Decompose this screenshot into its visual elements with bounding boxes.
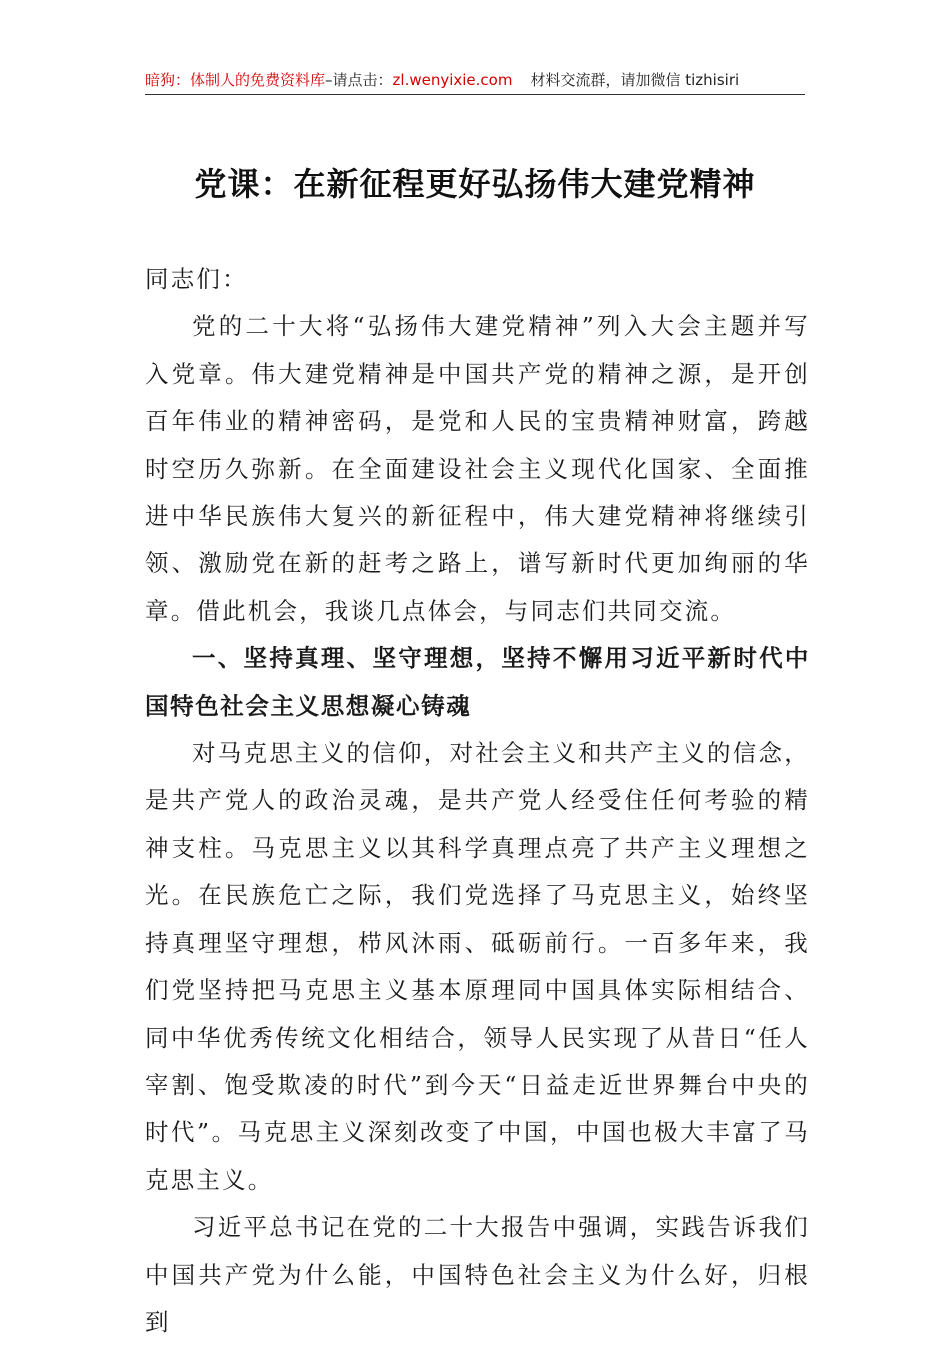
header-link[interactable]: zl.wenyixie.com xyxy=(392,71,513,89)
document-title: 党课：在新征程更好弘扬伟大建党精神 xyxy=(194,165,756,203)
header-contact: 材料交流群，请加微信 tizhisiri xyxy=(530,71,740,89)
header-brand: 暗狗：体制人的免费资料库 xyxy=(145,71,326,89)
header-cta: –请点击： xyxy=(325,71,393,89)
section-heading-1: 一、坚持真理、坚守理想，坚持不懈用习近平新时代中国特色社会主义思想凝心铸魂 xyxy=(145,644,810,720)
paragraph-marxism: 对马克思主义的信仰，对社会主义和共产主义的信念，是共产党人的政治灵魂，是共产党人经受住任何考验的精神支柱。马克思主义以其科学真理点亮了共产主义理想之光。在民族危亡之际，我们党选择了马克思主义，始终坚持真理坚守理想，栉风沐雨、砥砺前行。一百多年来，我们党坚持把马克思主义基本原理同中国具体实际相结合、同中华优秀传统文化相结合，领导人民实现了从昔日“任人宰割、饱受欺凌的时代”到今天“日益走近世界舞台中央的时代”。马克思主义深刻改变了中国，中国也极大丰富了马克思主义。 xyxy=(145,739,810,1194)
paragraph-intro: 党的二十大将“弘扬伟大建党精神”列入大会主题并写入党章。伟大建党精神是中国共产党的精神之源，是开创百年伟业的精神密码，是党和人民的宝贵精神财富，跨越时空历久弥新。在全面建设社会主义现代化国家、全面推进中华民族伟大复兴的新征程中，伟大建党精神将继续引领、激励党在新的赶考之路上，谱写新时代更加绚丽的华章。借此机会，我谈几点体会，与同志们共同交流。 xyxy=(145,312,810,625)
paragraph-report: 习近平总书记在党的二十大报告中强调，实践告诉我们中国共产党为什么能，中国特色社会主义为什么好，归根到 xyxy=(145,1213,810,1336)
document-body xyxy=(145,256,810,1346)
salutation: 同志们： xyxy=(145,265,248,293)
page-header xyxy=(145,68,805,92)
header-divider xyxy=(145,94,805,95)
